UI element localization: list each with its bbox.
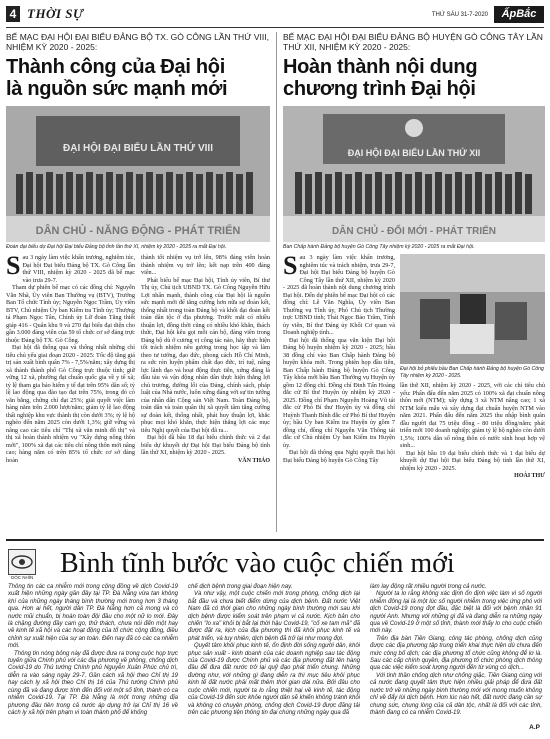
- newspaper-logo: ẤpBắc: [494, 6, 544, 23]
- right-col2-para: lần thứ XII, nhiệm kỳ 2020 - 2025, với các chỉ tiêu chủ yếu: Phấn đấu đến năm 2025 có 100% xã đạt chuẩn nông thôn mới (NTM); xây dựng 3 xã NTM nâng cao; 1 xã NTM kiểu mẫu và xây dựng đạt chuẩn huyện NTM vào năm 2021. Phấn đấu đến năm 2025 thu nhập bình quân đầu người đạt 75 triệu đồng - 80 triệu đồng/năm; phát triển mới 100 doanh nghiệp; giảm tỷ lệ hộ nghèo còn dưới 1,5%; 100% dân số nông thôn có nước sinh hoạt hợp vệ sinh...: [400, 382, 545, 449]
- opinion-col2-para: Quyết tâm khôi phục kinh tế, ổn định đời sống người dân, khôi phục sản xuất - kinh doanh của các doanh nghiệp sau tác động của Covid-19 được Chính phủ và các địa phương đặt lên hàng đầu để đưa đất nước trở lại quỹ đạo phát triển chung. Những đường như, với những gì đang diễn ra thì mục tiêu khôi phục kinh tế đất nước phải mất thêm thời gian dài nữa. Bởi đâu cho cuộc chiến mới, người ta lo rằng thiệt hại về kinh tế, tác động của Covid-19 đến sức khỏe người dân sẽ khiến không tránh khỏi và không có chuyện phòng, chống dịch Covid-19 được đăng tải trên các phương tiện thông tin đại chúng những ngày qua đã: [188, 643, 361, 716]
- section-title: THỜI SỰ: [27, 6, 84, 21]
- opinion-col2: [188, 584, 360, 717]
- left-dropcap: S: [6, 251, 21, 280]
- left-photo: [6, 106, 270, 242]
- left-article-col2: [141, 254, 270, 465]
- eye-icon: [8, 549, 36, 575]
- opinion-col3: [370, 584, 542, 717]
- opinion-col1: [8, 584, 178, 717]
- left-col1-para: Đại hội đã thống qua và thống nhất những chỉ tiêu chủ yếu giai đoạn 2020 - 2025: Tốc độ tăng giá trị sản xuất bình quân 7% - 7,5%/năm; xây dựng thị xã thành thành phố Gò Công trực thuộc tỉnh; giữ vững 12 xã, phường đạt chuẩn quốc gia về y tế xã; tỷ lệ tham gia bảo hiểm y tế đạt trên 95% dân số; tỷ lệ lao động qua đào tạo đạt trên 75%, trong đó có văn bằng, chứng chỉ đạt 25%; giải quyết việc làm hàng năm trên 2.000 lượt/năm; giảm tỷ lệ lao động thất nghiệp khu vực thành thị còn dưới 3%; tỷ lệ hộ nghèo đến năm 2025 còn dưới 1,3%; giữ vững và nâng cao các tiêu chí "Thị xã văn minh đô thị" và thị xã hoàn thành nhiệm vụ "Xây dựng nông thôn mới", 100% xã đạt các tiêu chí nông thôn mới nâng cao; hàng năm có trên 85% tổ chức cơ sở đảng hoàn: [6, 344, 135, 464]
- right-col1-para: Đại hội đã thông qua Nghị quyết Đại hội Đại biểu Đảng bộ huyện Gò Công Tây: [283, 449, 395, 464]
- right-byline: HOÀI THƯ: [514, 473, 545, 479]
- opinion-col3-para: Với tinh thần chống dịch như chống giặc, Tiền Giang cùng với cả nước đang quyết tâm thực hiện nhiều giải pháp để đưa đất nước trở về những ngày bình thường mới với mong muốn không chỉ về đẩy lùi dịch bệnh. Hơn lúc nào hết, đất nước đang cần sự chung sức, chung lòng của cả dân tộc, nhất là đối với các tỉnh, thành đang có ca nhiễm Covid-19.: [370, 672, 542, 716]
- left-photo-caption: Đoàn đại biểu dự Đại hội Đại biểu Đảng bộ tỉnh lần thứ XI, nhiệm kỳ 2020 - 2025 ra mắt Đại hội.: [6, 244, 227, 250]
- right-headline-line1: Hoàn thành nội dung: [283, 56, 478, 78]
- opinion-col3-para: Người ta lo rằng không xác định ổn định việc làm vì số người nhiễm đông lại là một lúc số người nhiễm trong việc ứng phó với dịch Covid-19 trong đợt đầu, đặc biệt là đối với bệnh nhân 91 người Anh. Nhưng với những gì đã và đang diễn ra những ngày qua về Covid-19 ở một số tỉnh, thành mới thấy lo cho cuộc chiến mới này.: [370, 591, 542, 635]
- left-byline: VĂN THẢO: [237, 457, 270, 464]
- right-kicker: BẾ MẠC ĐẠI HỘI ĐẠI BIỂU ĐẢNG BỘ HUYỆN GÒ CÔNG TÂY LẦN THỨ XII, NHIỆM KỲ 2020 - 2025:: [283, 32, 543, 52]
- opinion-signature: A.P: [529, 724, 540, 731]
- page-number: 4: [6, 6, 20, 22]
- right-inset-caption: Đại hội bỏ phiếu bầu Ban Chấp hành Đảng bộ huyện Gò Công Tây nhiệm kỳ 2020 - 2025.: [400, 366, 544, 379]
- left-col2-para: thành tốt nhiệm vụ trở lên, 98% đảng viên hoàn thành nhiệm vụ trở lên; kết nạp trên 400 đảng viên...: [141, 254, 270, 276]
- left-article-col1: [6, 251, 135, 464]
- opinion-rule: [6, 539, 544, 541]
- left-headline-line2: là nguồn sức mạnh mới: [6, 78, 228, 100]
- right-article-col2: [400, 382, 545, 481]
- right-dropcap: S: [283, 251, 298, 280]
- column-separator: [276, 32, 277, 532]
- left-kicker: BẾ MẠC ĐẠI HỘI ĐẠI BIỂU ĐẢNG BỘ TX. GÒ CÔNG LẦN THỨ VIII, NHIỆM KỲ 2020 - 2025:: [6, 32, 269, 52]
- opinion-col1-para: Thông tin nóng bỏng này đã được đưa ra trong cuộc họp trực tuyến giữa Chính phủ với các địa phương về phòng, chống dịch Covid-19 do Thủ tướng Chính phủ Nguyễn Xuân Phúc chủ trì, diễn ra vào sáng ngày 29-7. Gần cách xã hội theo Chỉ thị 19 hay cách ly xã hội theo Chỉ thị 16 của Thủ tướng Chính phủ cùng đã và đang được tính đến đối với một số tỉnh, thành có ca nhiễm Covid-19. Tại TP. Đà Nẵng là một trong những địa phương đầu tiên trong cả nước áp dụng trở lại Chỉ thị 16 về cách ly xã hội trên phạm vi toàn thành phố để khống: [8, 650, 178, 716]
- left-headline-line1: Thành công của Đại hội: [6, 56, 225, 78]
- right-col1-para: au 3 ngày làm việc khẩn trương, nghiêm túc và trách nhiệm, trưa 29-7, Đại hội Đại biểu Đảng bộ huyện Gò Công Tây lần thứ XII, nhiệm kỳ 2020 - 2025 đã hoàn thành nội dung chương trình Đại hội. Đến dự phiên bế mạc Đại hội có các đồng chí: Lê Văn Nghĩa, Ủy viên Ban Thường vụ Tỉnh ủy, Phó Chủ tịch Thường trực UBND tỉnh; Thái Ngọc Bảo Trâm, Tỉnh ủy viên, Bí thư Đảng ủy Khối Cơ quan và Doanh nghiệp tỉnh...: [283, 254, 395, 336]
- left-headline: [6, 56, 272, 100]
- right-inset-photo: [400, 254, 545, 364]
- right-headline: [283, 56, 545, 100]
- right-photo: [283, 106, 545, 242]
- left-col2-para: Phát biểu bế mạc Đại hội, Tỉnh ủy viên, Bí thư Thị ủy, Chủ tịch UBND TX. Gò Công Nguyễn Hữu Lợi nhấn mạnh, thành công của Đại hội là nguồn sức mạnh mới để tăng cường hơn nữa sự đoàn kết, thống nhất trong toàn Đảng bộ và khối đại đoàn kết toàn dân tộc ở địa phương. Trước mắt có nhiều thuận lợi, đồng thời cũng có nhiều khó khăn, thách thức, Đại hội kêu gọi mỗi cán bộ, đảng viên trong Đảng bộ dù ở cương vị công tác nào, hãy thực hiện tốt trách nhiệm nêu gương trong học tập và làm theo tư tưởng, đạo đức, phong cách Hồ Chí Minh, ra sức rèn luyện phẩm chất đạo đức, trí tuệ, nâng lực lãnh đạo và hoạt động thực tiễn, xứng đáng là đầu tàu và vận động nhân dân thực hiện thắng lợi chủ trương, đường lối của Đảng, chính sách, pháp luật của Nhà nước, luôn xứng đáng với sự tin tưởng của nhân dân Cộng sản Việt Nam. Toàn Đảng bộ, toàn dân và toàn quân thị xã quyết tâm tăng cường sự đoàn kết, thống nhất, phát huy thuận lợi, khắc phục mọi khó khăn, thực hiện thắng lợi các mục tiêu Nghị quyết của Đại hội đã ra...: [141, 276, 270, 434]
- right-col2-para: Đại hội bầu 19 đại biểu chính thức và 1 đại biểu dự khuyết dự Đại hội Đại biểu Đảng bộ tỉnh lần thứ XI, nhiệm kỳ 2020 - 2025.: [400, 449, 545, 472]
- left-col1-para: Tham dự phiên bế mạc có các đồng chí: Nguyễn Văn Nhã, Ủy viên Ban Thường vụ (BTV), Trưởng Ban Tổ chức Tỉnh ủy; Nguyễn Ngọc Trầm, Ủy viên BTV, Chủ nhiệm Ủy ban Kiểm tra Tỉnh ủy; Thượng tá Phạm Ngọc Tân, Chính ủy Lữ đoàn Tăng thiết giáp 416 - Quân khu 9 và 270 đại biểu đại diện cho gần 3.000 đảng viên của 59 tổ chức cơ sở đảng trực thuộc Đảng bộ TX. Gò Công.: [6, 284, 135, 344]
- left-photo-banner: ĐẠI HỘI ĐẠI BIỂU LẦN THỨ VIII: [63, 143, 213, 154]
- opinion-icon-label: GÓC NHÌN: [10, 575, 34, 580]
- right-col1-para: Đại hội đã thống qua văn kiện Đại hội Đảng bộ huyện nhiệm kỳ 2020 - 2025; bầu 38 đồng chí vào Ban Chấp hành Đảng bộ huyện khóa mới. Trong phiên họp đầu tiên, Ban Chấp hành Đảng bộ huyện Gò Công Tây khóa mới bầu Ban Thường vụ Huyện ủy gồm 12 đồng chí. Đồng chí Đinh Tấn Hoàng đắc cử Bí thư Huyện ủy nhiệm kỳ 2020 - 2025. Đồng chí Phạm Nguyễn Hoàng Vũ tái đắc cử Phó Bí thư Huyện ủy và đồng chí Huỳnh Thanh Bình đắc cử Phó Bí thư Huyện ủy; bầu Ủy ban Kiểm tra Huyện ủy gồm 7 đồng chí, đồng chí Nguyễn Văn Thông tái đắc cử Chủ nhiệm Ủy ban Kiểm tra Huyện ủy.: [283, 336, 395, 449]
- left-col2-para: Đại hội đã bầu 18 đại biểu chính thức và 2 đại biểu dự khuyết dự Đại hội Đại biểu Đảng bộ tỉnh lần thứ XI, nhiệm kỳ 2020 - 2025.: [141, 434, 270, 456]
- issue-date: THỨ SÁU 31-7-2020: [431, 12, 488, 18]
- opinion-col2-para: chế dịch bệnh trong giai đoạn hiện nay.: [188, 584, 293, 590]
- right-photo-caption: Ban Chấp hành Đảng bộ huyện Gò Công Tây nhiệm kỳ 2020 - 2025 ra mắt Đại hội.: [283, 244, 475, 250]
- right-photo-banner: ĐẠI HỘI ĐẠI BIỂU LẦN THỨ XII: [347, 148, 481, 158]
- opinion-col1-para: Thông tin các ca nhiễm mới trong cộng đồng về dịch Covid-19 xuất hiện những ngày gần đây tại TP. Đà Nẵng vừa tan không khí của những ngày tháng bình thường mới trong hơn 3 tháng qua. Hơn ai hết, người dân TP. Đà Nẵng hơn cả mong và có nước mũi chuẩn, bị hoàn toàn đội đầu cho một nữ lo mới. Đây là chặng đường đầy cam go, thử thách, chưa nói đến một hay về kinh tế xã hội và các hoạt động của tổ chức cộng đồng, điều chỉnh sự xuất hiện của sự an toàn. Đến nay đã có các ca nhiễm mới.: [8, 584, 178, 650]
- left-col1-para: au 3 ngày làm việc khẩn trương, nghiêm túc, Đại hội Đại biểu Đảng bộ TX. Gò Công lần thứ VIII, nhiệm kỳ 2020 - 2025 đã bế mạc vào trưa 29-7.: [22, 254, 135, 284]
- page-header: [0, 0, 550, 28]
- opinion-title: Bình tĩnh bước vào cuộc chiến mới: [60, 548, 455, 579]
- left-photo-floor: DÂN CHỦ - NĂNG ĐỘNG - PHÁT TRIỂN: [35, 225, 241, 237]
- header-rule: [6, 27, 544, 28]
- right-headline-line2: chương trình Đại hội: [283, 78, 476, 100]
- opinion-col3-para: Trên địa bàn Tiền Giang, công tác phòng, chống dịch cũng được các địa phương tập trung triển khai thực hiện dù chưa đến mức công bố dịch; các địa phương tổ chức cũng không để lơ là. Sau các cấp chính quyền, địa phương tổ chức phòng dịch thông qua các việc kiểm soát lượng người đến từ vùng có dịch...: [370, 635, 542, 672]
- opinion-col3-para: làm lay động rất nhiều người trong cả nước.: [370, 584, 487, 590]
- right-photo-floor: DÂN CHỦ - ĐỔI MỚI - PHÁT TRIỂN: [331, 226, 497, 237]
- right-article-col1: [283, 251, 395, 464]
- opinion-col2-para: Và như vậy, một cuộc chiến mới trong phòng, chống dịch lại bắt đầu và chưa biết điểm dừng của dịch bệnh. Đất nước Việt Nam đã có thời gian cho những ngày bình thường mới sau khi dịch bệnh được kiểm soát trên phạm vi cả nước. Kịch bản cho chiến "lo xa" khỏi bị bắt lại thời hậu Covid-19, "cố xe tam mã" đã được đặt ra, kịch của địa phương thì đã khôi phục kinh tế và phát triển, và tuy nhiên, dịch bệnh đã trở lại như mong đợi.: [188, 591, 360, 642]
